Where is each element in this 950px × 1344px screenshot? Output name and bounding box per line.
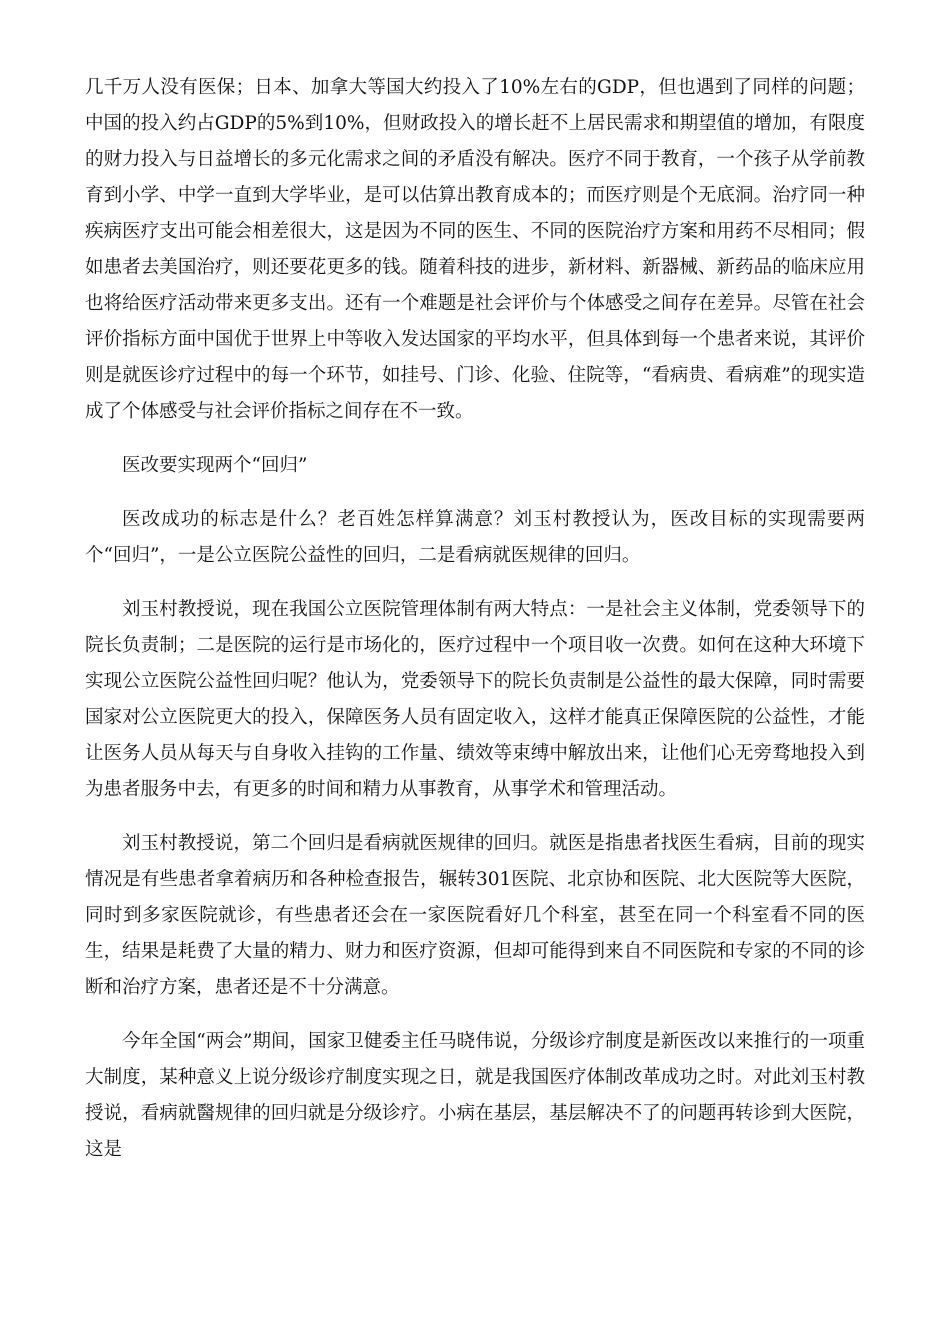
section-heading: 医改要实现两个“回归” (122, 455, 308, 476)
paragraph-continued: 几千万人没有医保；日本、加拿大等国大约投入了10%左右的GDP，但也遇到了同样的问题；中国的投入约占GDP的5%到10%，但财政投入的增长赶不上居民需求和期望值的增加，有限度的财力投入与日益增长的多元化需求之间的矛盾没有解决。医疗不同于教育，一个孩子从学前教育到小学、中学一直到大学毕业，是可以估算出教育成本的；而医疗则是个无底洞。治疗同一种疾病医疗支出可能会相差很大，这是因为不同的医生、不同的医院治疗方案和用药不尽相同；假如患者去美国治疗，则还要花更多的钱。随着科技的进步，新材料、新器械、新药品的临床应用也将给医疗活动带来更多支出。还有一个难题是社会评价与个体感受之间存在差异。尽管在社会评价指标方面中国优于世界上中等收入发达国家的平均水平，但具体到每一个患者来说，其评价则是就医诊疗过程中的每一个环节，如挂号、门诊、化验、住院等，“看病贵、看病难”的现实造成了个体感受与社会评价指标之间存在不一致。 (85, 77, 865, 422)
paragraph: 刘玉村教授说，第二个回归是看病就医规律的回归。就医是指患者找医生看病，目前的现实情况是有些患者拿着病历和各种检查报告，辗转301医院、北京协和医院、北大医院等大医院，同时到多家医院就诊，有些患者还会在一家医院看好几个科室，甚至在同一个科室看不同的医生，结果是耗费了大量的精力、财力和医疗资源，但却可能得到来自不同医院和专家的不同的诊断和治疗方案，患者还是不十分满意。 (85, 833, 865, 998)
paragraph: 医改成功的标志是什么？老百姓怎样算满意？刘玉村教授认为，医改目标的实现需要两个“回归”，一是公立医院公益性的回归，二是看病就医规律的回归。 (85, 509, 865, 566)
paragraph: 今年全国“两会”期间，国家卫健委主任马晓伟说，分级诊疗制度是新医改以来推行的一项重大制度，某种意义上说分级诊疗制度实现之日，就是我国医疗体制改革成功之时。对此刘玉村教授说，看病就醫规律的回归就是分级诊疗。小病在基层，基层解决不了的问题再转诊到大医院，这是 (85, 1031, 865, 1160)
document-body (85, 70, 865, 1186)
paragraph: 刘玉村教授说，现在我国公立医院管理体制有两大特点：一是社会主义体制，党委领导下的院长负责制；二是医院的运行是市场化的，医疗过程中一个项目收一次费。如何在这种大环境下实现公立医院公益性回归呢？他认为，党委领导下的院长负责制是公益性的最大保障，同时需要国家对公立医院更大的投入，保障医务人员有固定收入，这样才能真正保障医院的公益性，才能让医务人员从每天与自身收入挂钩的工作量、绩效等束缚中解放出来，让他们心无旁骛地投入到为患者服务中去，有更多的时间和精力从事教育，从事学术和管理活动。 (85, 599, 865, 800)
